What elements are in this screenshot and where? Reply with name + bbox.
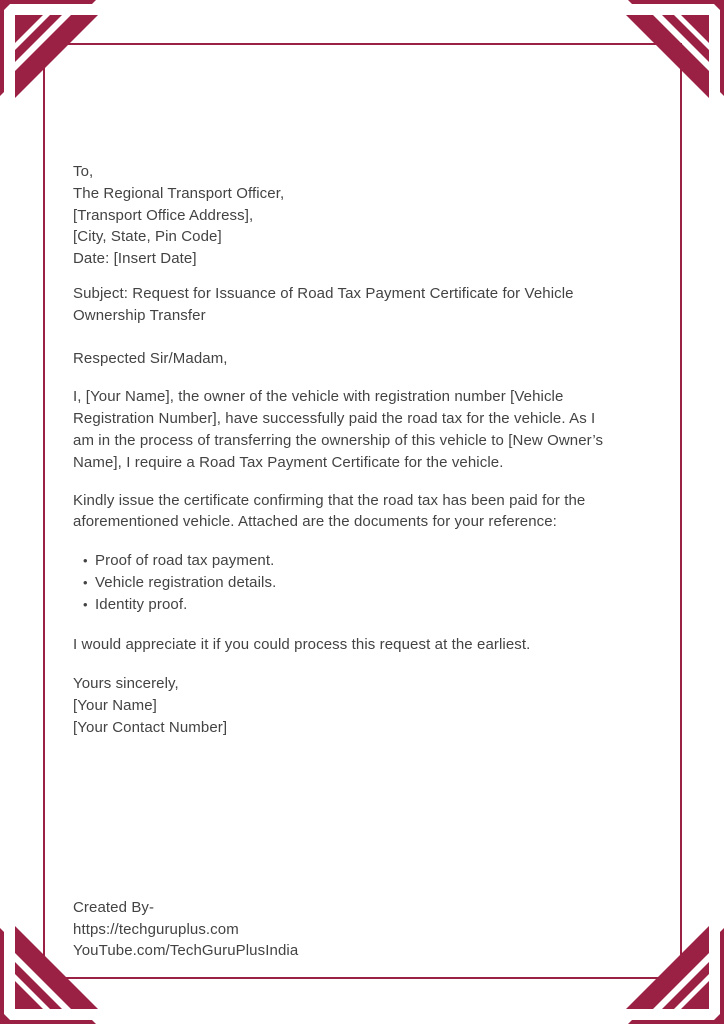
subject-line-1: Subject: Request for Issuance of Road Tax Payment Certificate for Vehicle <box>73 284 574 302</box>
closing-line-sincerely: Yours sincerely, <box>73 675 179 693</box>
credit-line: Created By- <box>73 898 155 916</box>
letter-body <box>73 161 674 962</box>
body-paragraph-3: I would appreciate it if you could process this request at the earliest. <box>73 635 531 653</box>
paragraph-line: Registration Number], have successfully paid the road tax for the vehicle. As I <box>73 410 596 428</box>
recipient-line-city: [City, State, Pin Code] <box>73 228 222 246</box>
list-item-label: Identity proof. <box>95 595 188 613</box>
bullet-icon: • <box>83 553 88 569</box>
subject-block <box>73 283 674 327</box>
list-item-label: Proof of road tax payment. <box>95 552 275 570</box>
body-paragraph-2 <box>73 490 674 534</box>
list-item <box>73 594 674 616</box>
paragraph-line: I, [Your Name], the owner of the vehicle with registration number [Vehicle <box>73 388 564 406</box>
corner-ornament-top-left <box>0 0 110 110</box>
attachments-list <box>73 550 674 615</box>
date-line: Date: [Insert Date] <box>73 250 197 268</box>
recipient-line-to: To, <box>73 163 94 180</box>
youtube-url: YouTube.com/TechGuruPlusIndia <box>73 942 299 960</box>
closing-block <box>73 673 674 738</box>
list-item-label: Vehicle registration details. <box>95 573 277 591</box>
paragraph-line: Name], I require a Road Tax Payment Certificate for the vehicle. <box>73 453 504 471</box>
subject-line-2: Ownership Transfer <box>73 306 206 324</box>
salutation: Respected Sir/Madam, <box>73 349 228 367</box>
paragraph-line: aforementioned vehicle. Attached are the documents for your reference: <box>73 513 557 531</box>
closing-line-contact: [Your Contact Number] <box>73 718 228 736</box>
corner-ornament-top-right <box>614 0 724 110</box>
credit-footer <box>73 897 674 962</box>
closing-line-name: [Your Name] <box>73 697 157 715</box>
recipient-block <box>73 161 674 270</box>
recipient-line-address: [Transport Office Address], <box>73 206 254 224</box>
paragraph-line: Kindly issue the certificate confirming that the road tax has been paid for the <box>73 491 586 509</box>
recipient-line-officer: The Regional Transport Officer, <box>73 184 285 202</box>
body-paragraph-1 <box>73 386 674 473</box>
bullet-icon: • <box>83 596 88 612</box>
paragraph-line: am in the process of transferring the ownership of this vehicle to [New Owner’s <box>73 431 604 449</box>
website-url: https://techguruplus.com <box>73 920 239 938</box>
list-item <box>73 550 674 572</box>
bullet-icon: • <box>83 574 88 590</box>
list-item <box>73 572 674 594</box>
